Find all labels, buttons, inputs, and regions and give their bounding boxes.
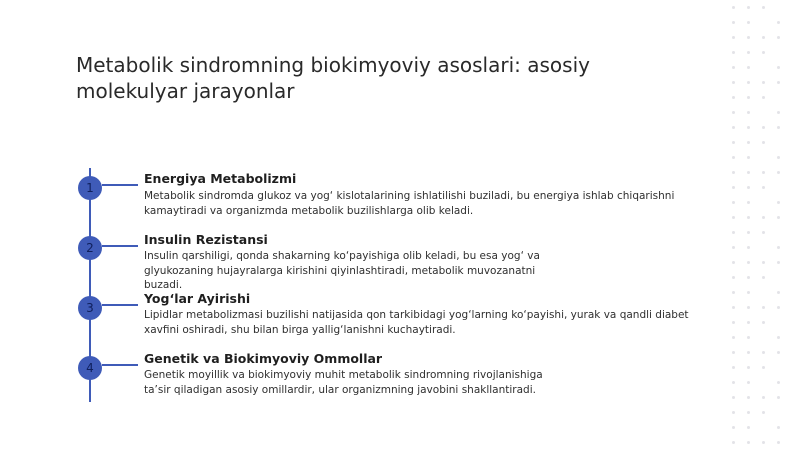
decorative-dot xyxy=(747,36,750,39)
decorative-dot xyxy=(747,411,750,414)
decorative-dot xyxy=(747,66,750,69)
decorative-dot xyxy=(732,201,735,204)
decorative-dot xyxy=(747,111,750,114)
decorative-dot xyxy=(777,21,780,24)
slide-title: Metabolik sindromning biokimyoviy asoslari: asosiy molekulyar jarayonlar xyxy=(76,53,590,103)
decorative-dot xyxy=(762,261,765,264)
step-3-number-circle: 3 xyxy=(78,296,102,320)
decorative-dot xyxy=(732,396,735,399)
decorative-dot xyxy=(762,411,765,414)
decorative-dot xyxy=(732,51,735,54)
decorative-dot-pattern xyxy=(725,0,800,449)
step-1-description: Metabolik sindromda glukoz va yog‘ kislotalarining ishlatilishi buziladi, bu energiya ishlab chiqarishni kamaytiradi va organizmda metabolik buzilishlarga olib keladi. xyxy=(144,190,675,217)
decorative-dot xyxy=(747,381,750,384)
step-2-number-circle: 2 xyxy=(78,236,102,260)
decorative-dot xyxy=(777,171,780,174)
decorative-dot xyxy=(747,246,750,249)
decorative-dot xyxy=(747,126,750,129)
decorative-dot xyxy=(747,141,750,144)
step-4-title: Genetik va Biokimyoviy Ommollar xyxy=(144,351,383,366)
decorative-dot xyxy=(762,396,765,399)
decorative-dot xyxy=(747,396,750,399)
decorative-dot xyxy=(762,171,765,174)
decorative-dot xyxy=(732,111,735,114)
decorative-dot xyxy=(732,6,735,9)
step-1-title: Energiya Metabolizmi xyxy=(144,171,297,186)
step-4-connector xyxy=(102,364,138,366)
decorative-dot xyxy=(777,441,780,444)
decorative-dot xyxy=(747,6,750,9)
decorative-dot xyxy=(762,141,765,144)
decorative-dot xyxy=(762,51,765,54)
decorative-dot xyxy=(777,381,780,384)
step-1-number-circle: 1 xyxy=(78,176,102,200)
decorative-dot xyxy=(732,246,735,249)
decorative-dot xyxy=(732,336,735,339)
decorative-dot xyxy=(762,6,765,9)
decorative-dot xyxy=(762,231,765,234)
decorative-dot xyxy=(732,321,735,324)
decorative-dot xyxy=(747,306,750,309)
decorative-dot xyxy=(777,216,780,219)
decorative-dot xyxy=(732,156,735,159)
decorative-dot xyxy=(747,441,750,444)
decorative-dot xyxy=(777,291,780,294)
decorative-dot xyxy=(777,66,780,69)
step-2-title: Insulin Rezistansi xyxy=(144,232,268,247)
decorative-dot xyxy=(762,81,765,84)
decorative-dot xyxy=(747,426,750,429)
step-1-connector xyxy=(102,184,138,186)
decorative-dot xyxy=(762,366,765,369)
decorative-dot xyxy=(762,96,765,99)
step-3-title: Yog‘lar Ayirishi xyxy=(144,291,251,306)
decorative-dot xyxy=(762,441,765,444)
decorative-dot xyxy=(777,36,780,39)
decorative-dot xyxy=(777,306,780,309)
decorative-dot xyxy=(732,141,735,144)
step-4-number-circle: 4 xyxy=(78,356,102,380)
decorative-dot xyxy=(777,336,780,339)
decorative-dot xyxy=(732,426,735,429)
decorative-dot xyxy=(747,201,750,204)
decorative-dot xyxy=(747,51,750,54)
decorative-dot xyxy=(777,396,780,399)
decorative-dot xyxy=(747,231,750,234)
step-3-connector xyxy=(102,304,138,306)
decorative-dot xyxy=(732,21,735,24)
decorative-dot xyxy=(732,276,735,279)
step-2-description: Insulin qarshiligi, qonda shakarning ko‘payishiga olib keladi, bu esa yog‘ va glyukozaning hujayralarga kirishini qiyinlashtiradi, metabolik muvozanatni buzadi. xyxy=(144,250,540,291)
step-2-connector xyxy=(102,245,138,247)
decorative-dot xyxy=(762,216,765,219)
decorative-dot xyxy=(762,276,765,279)
decorative-dot xyxy=(762,126,765,129)
decorative-dot xyxy=(747,186,750,189)
decorative-dot xyxy=(732,261,735,264)
decorative-dot xyxy=(777,126,780,129)
decorative-dot xyxy=(732,306,735,309)
step-3-description: Lipidlar metabolizmasi buzilishi natijasida qon tarkibidagi yog‘larning ko‘payishi, yurak va qandli diabet xavfini oshiradi, shu bilan birga yallig‘lanishni kuchaytiradi. xyxy=(144,309,689,336)
decorative-dot xyxy=(747,21,750,24)
decorative-dot xyxy=(747,321,750,324)
decorative-dot xyxy=(747,216,750,219)
decorative-dot xyxy=(777,111,780,114)
decorative-dot xyxy=(777,201,780,204)
decorative-dot xyxy=(747,156,750,159)
decorative-dot xyxy=(732,411,735,414)
decorative-dot xyxy=(747,96,750,99)
decorative-dot xyxy=(732,291,735,294)
decorative-dot xyxy=(732,96,735,99)
decorative-dot xyxy=(747,366,750,369)
decorative-dot xyxy=(732,441,735,444)
decorative-dot xyxy=(747,81,750,84)
decorative-dot xyxy=(732,186,735,189)
decorative-dot xyxy=(747,171,750,174)
decorative-dot xyxy=(732,381,735,384)
decorative-dot xyxy=(732,231,735,234)
decorative-dot xyxy=(732,81,735,84)
decorative-dot xyxy=(732,66,735,69)
decorative-dot xyxy=(732,366,735,369)
decorative-dot xyxy=(747,261,750,264)
decorative-dot xyxy=(762,306,765,309)
decorative-dot xyxy=(777,426,780,429)
decorative-dot xyxy=(732,36,735,39)
decorative-dot xyxy=(762,36,765,39)
decorative-dot xyxy=(732,171,735,174)
decorative-dot xyxy=(777,156,780,159)
decorative-dot xyxy=(762,321,765,324)
decorative-dot xyxy=(747,291,750,294)
decorative-dot xyxy=(777,261,780,264)
decorative-dot xyxy=(732,216,735,219)
decorative-dot xyxy=(747,276,750,279)
decorative-dot xyxy=(777,81,780,84)
decorative-dot xyxy=(747,351,750,354)
decorative-dot xyxy=(777,246,780,249)
decorative-dot xyxy=(777,351,780,354)
step-4-description: Genetik moyillik va biokimyoviy muhit metabolik sindromning rivojlanishiga ta’sir qiladigan asosiy omillardir, ular organizmning javobini shakllantiradi. xyxy=(144,369,543,396)
decorative-dot xyxy=(762,186,765,189)
decorative-dot xyxy=(747,336,750,339)
decorative-dot xyxy=(732,351,735,354)
decorative-dot xyxy=(732,126,735,129)
decorative-dot xyxy=(762,351,765,354)
